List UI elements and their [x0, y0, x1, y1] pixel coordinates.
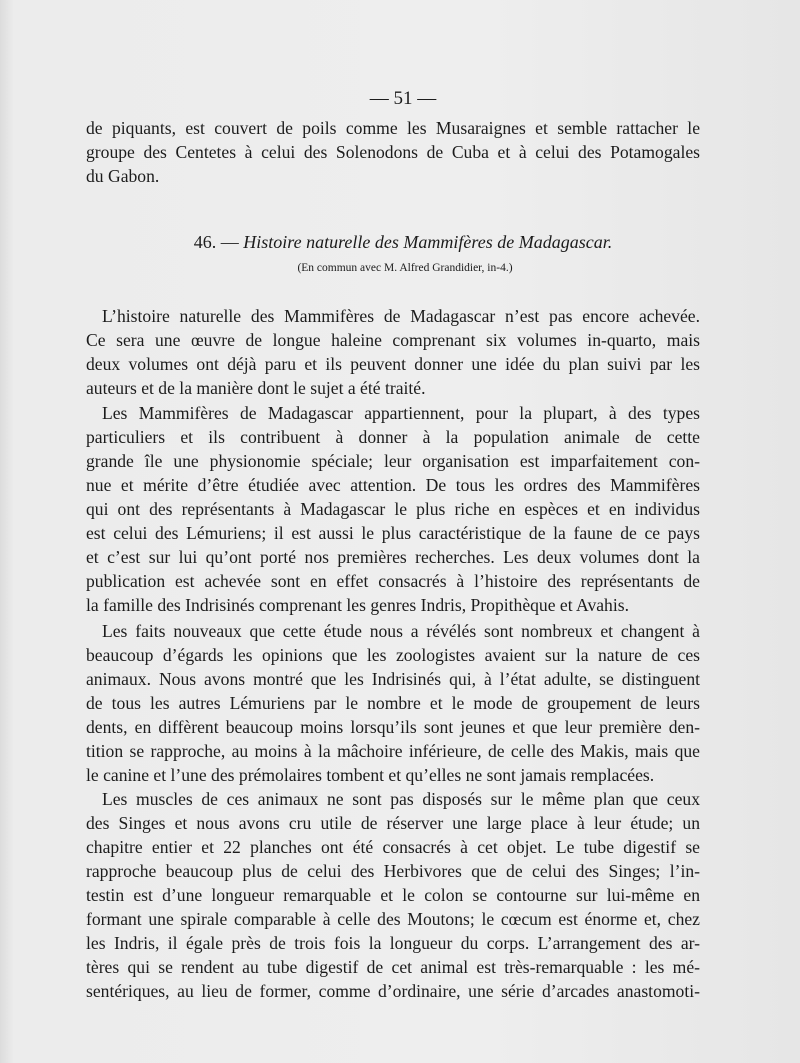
paragraph-3: [86, 619, 700, 787]
text-line: particuliers et ils contribuent à donner à la population animale de cette: [86, 427, 700, 447]
text-line: Les Mammifères de Madagascar appartiennent, pour la plupart, à des types: [102, 403, 700, 423]
text-line: deux volumes ont déjà paru et ils peuvent donner une idée du plan suivi par les: [86, 354, 700, 374]
text-line: testin est d’une longueur remarquable et le colon se contourne sur lui-même en: [86, 885, 700, 905]
text-line: animaux. Nous avons montré que les Indrisinés qui, à l’état adulte, se distinguent: [86, 669, 700, 689]
text-line: dents, en diffèrent beaucoup moins lorsqu’ils sont jeunes et que leur première den-: [86, 717, 700, 737]
text-line: beaucoup d’égards les opinions que les zoologistes avaient sur la nature de ces: [86, 645, 700, 665]
text-line: Les muscles de ces animaux ne sont pas disposés sur le même plan que ceux: [102, 789, 700, 809]
text-line: groupe des Centetes à celui des Solenodons de Cuba et à celui des Potamogales: [86, 142, 700, 162]
text-line: qui ont des représentants à Madagascar le plus riche en espèces et en individus: [86, 499, 700, 519]
text-line: tères qui se rendent au tube digestif de cet animal est très-remarquable : les mé-: [86, 957, 700, 977]
paragraph-2: [86, 401, 700, 617]
text-line: sentériques, au lieu de former, comme d’ordinaire, une série d’arcades anastomoti-: [86, 981, 700, 1001]
text-line: publication est achevée sont en effet consacrés à l’histoire des représentants de: [86, 571, 700, 591]
text-line: de tous les autres Lémuriens par le nombre et le mode de groupement de leurs: [86, 693, 700, 713]
section-number: 46. —: [193, 232, 239, 252]
text-line: la famille des Indrisinés comprenant les genres Indris, Propithèque et Avahis.: [86, 595, 629, 615]
text-line: et c’est sur lui qu’ont porté nos premières recherches. Les deux volumes dont la: [86, 547, 700, 567]
text-line: tition se rapproche, au moins à la mâchoire inférieure, de celle des Makis, mais que: [86, 741, 700, 761]
page-number: — 51 —: [369, 88, 437, 109]
section-title: Histoire naturelle des Mammifères de Madagascar.: [243, 232, 613, 252]
text-line: grande île une physionomie spéciale; leur organisation est imparfaitement con-: [86, 451, 700, 471]
paragraph-1: [86, 304, 700, 400]
text-line: du Gabon.: [86, 166, 160, 186]
paragraph-4: [86, 787, 700, 1003]
text-line: formant une spirale comparable à celle des Moutons; le cœcum est énorme et, chez: [86, 909, 700, 929]
text-line: Les faits nouveaux que cette étude nous a révélés sont nombreux et changent à: [102, 621, 700, 641]
text-line: auteurs et de la manière dont le sujet a été traité.: [86, 378, 426, 398]
text-line: des Singes et nous avons cru utile de réserver une large place à leur étude; un: [86, 813, 700, 833]
text-line: de piquants, est couvert de poils comme les Musaraignes et semble rattacher le: [86, 118, 700, 138]
text-line: Ce sera une œuvre de longue haleine comprenant six volumes in-quarto, mais: [86, 330, 700, 350]
text-line: chapitre entier et 22 planches ont été consacrés à cet objet. Le tube digestif se: [86, 837, 700, 857]
section-note: (En commun avec M. Alfred Grandidier, in-4.): [297, 262, 513, 274]
text-line: rapproche beaucoup plus de celui des Herbivores que de celui des Singes; l’in-: [86, 861, 700, 881]
text-line: L’histoire naturelle des Mammifères de Madagascar n’est pas encore achevée.: [102, 306, 700, 326]
intro-paragraph: [86, 116, 700, 188]
text-line: est celui des Lémuriens; il est aussi le plus caractéristique de la faune de ce pays: [86, 523, 700, 543]
section-heading: [0, 232, 800, 253]
text-line: le canine et l’une des prémolaires tombent et qu’elles ne sont jamais remplacées.: [86, 765, 655, 785]
text-line: nue et mérite d’être étudiée avec attention. De tous les ordres des Mammifères: [86, 475, 700, 495]
text-line: les Indris, il égale près de trois fois la longueur du corps. L’arrangement des ar-: [86, 933, 700, 953]
